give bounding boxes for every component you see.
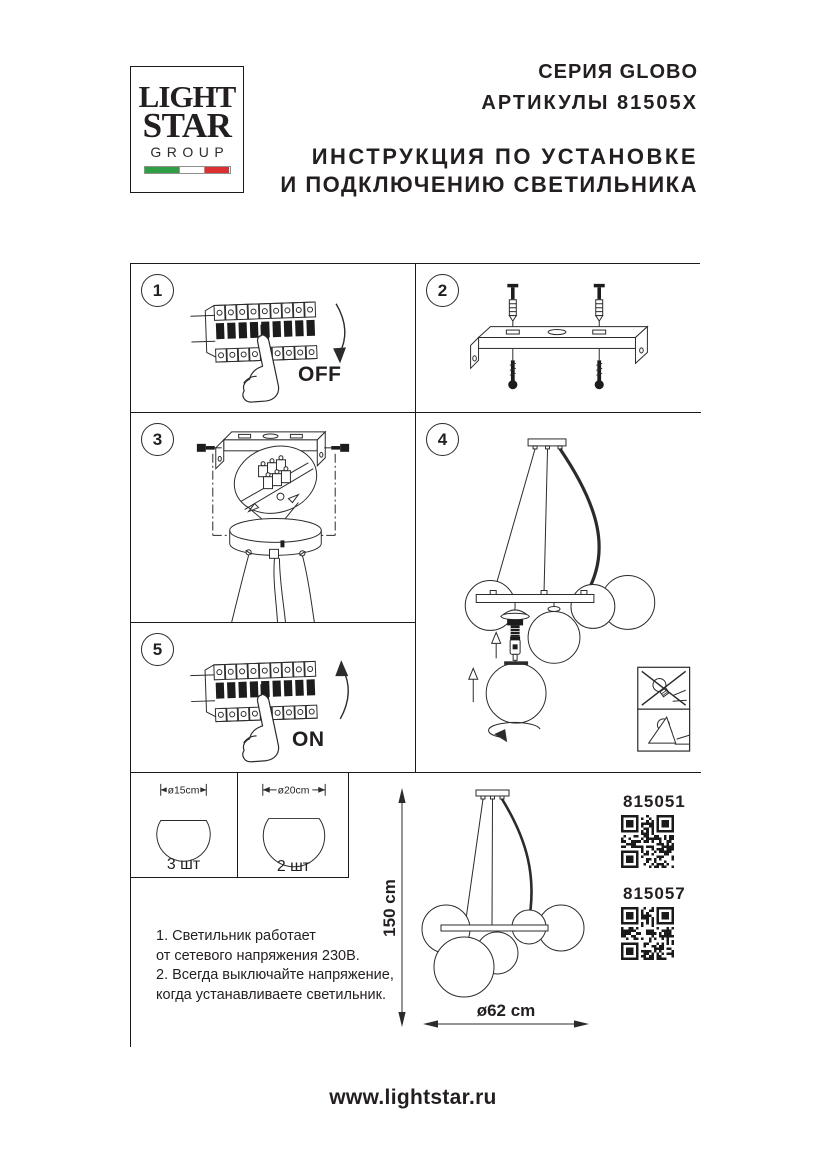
- website-url: www.lightstar.ru: [329, 1086, 497, 1109]
- step-4-panel: [416, 413, 701, 773]
- flip-up-arrow-icon: [335, 660, 348, 719]
- note-line: от сетевого напряжения 230В.: [156, 947, 360, 964]
- breaker-off-label: OFF: [298, 363, 342, 386]
- bulb-15cm-diagram: [131, 773, 237, 877]
- italy-flag-icon: [144, 166, 231, 174]
- bulb-20cm-diagram: [238, 773, 348, 877]
- step-number-badge: 5: [141, 633, 174, 666]
- qr-code: [621, 815, 674, 868]
- step-number-badge: 1: [141, 274, 174, 307]
- bulb-count-label: 3 шт: [166, 856, 201, 874]
- bulb-diameter-label: ø20cm: [277, 785, 310, 797]
- step-number-badge: 4: [426, 423, 459, 456]
- height-dimension-label: 150 cm: [380, 879, 399, 937]
- rotate-arrow-icon: [489, 722, 540, 742]
- hand-icon: [243, 335, 279, 402]
- article-code: 815057: [623, 884, 686, 903]
- spec-section: [131, 773, 701, 1048]
- canopy-cup: [230, 518, 322, 558]
- flip-down-arrow-icon: [333, 304, 346, 364]
- up-arrow-icon: [492, 632, 501, 658]
- doc-title-line2: И ПОДКЛЮЧЕНИЮ СВЕТИЛЬНИКА: [280, 172, 698, 197]
- screw-anchor-icon: [594, 284, 605, 321]
- step-5-panel: [131, 623, 416, 773]
- article-code: 815051: [623, 792, 686, 811]
- glass-globe: [486, 663, 546, 723]
- side-screw-icon: [324, 444, 349, 452]
- breaker-on-label: ON: [292, 728, 325, 751]
- bulb-count-label: 2 шт: [276, 858, 311, 876]
- bulb-20cm-cell: [238, 773, 349, 878]
- screw-anchor-icon: [507, 284, 518, 321]
- no-bare-hand-bulb-icon: [638, 667, 690, 709]
- series-title: СЕРИЯ GLOBO: [538, 61, 698, 83]
- qr-code: [621, 907, 674, 960]
- bulb-15cm-cell: [131, 773, 238, 878]
- use-cloth-bulb-icon: [638, 709, 690, 751]
- lightstar-logo: [130, 66, 244, 193]
- mounting-bracket-drawing: [416, 264, 701, 412]
- doc-title-line1: ИНСТРУКЦИЯ ПО УСТАНОВКЕ: [311, 144, 698, 169]
- instruction-grid: [130, 263, 700, 1047]
- note-line: когда устанавливаете светильник.: [156, 986, 387, 1003]
- connector-piece: [510, 636, 520, 663]
- note-line: 1. Светильник работает: [156, 928, 316, 944]
- step-2-panel: [416, 264, 701, 413]
- logo-word-star: STAR: [142, 106, 232, 145]
- step-number-badge: 3: [141, 423, 174, 456]
- logo-word-group: GROUP: [150, 144, 230, 160]
- screw-icon: [595, 360, 604, 389]
- step-1-panel: [131, 264, 416, 413]
- dimensions-drawing: [379, 776, 614, 1034]
- width-dimension-label: ø62 cm: [476, 1001, 536, 1020]
- articles-title: АРТИКУЛЫ 81505X: [481, 92, 698, 114]
- canopy-wiring-drawing: [131, 413, 415, 622]
- up-arrow-icon: [469, 668, 478, 702]
- step-number-badge: 2: [426, 274, 459, 307]
- bulb-diameter-label: ø15cm: [167, 785, 200, 797]
- logo-word-light: LIGHT: [138, 79, 236, 114]
- note-line: 2. Всегда выключайте напряжение,: [156, 967, 394, 983]
- step-3-panel: [131, 413, 416, 623]
- screw-icon: [508, 360, 517, 389]
- chandelier-assembly-drawing: [416, 413, 701, 772]
